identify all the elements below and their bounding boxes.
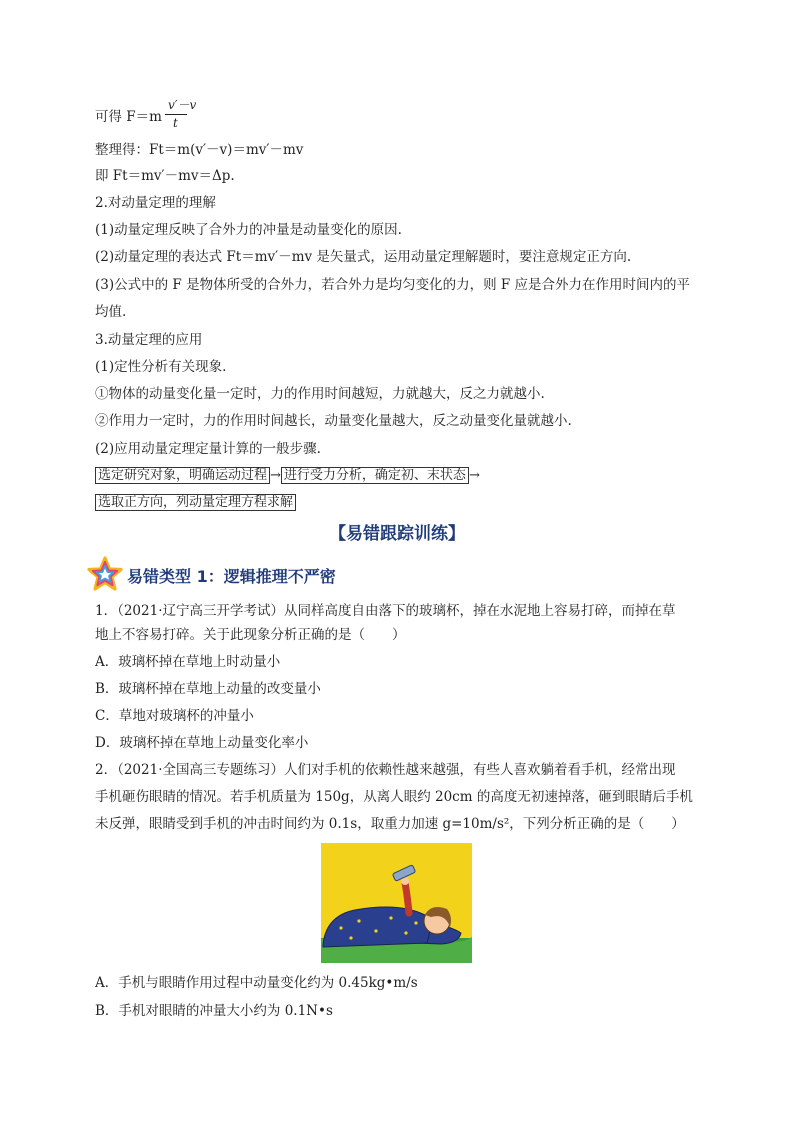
q1-stem-line-1: 1．（2021·辽宁高三开学考试）从同样高度自由落下的玻璃杯，掉在水泥地上容易打碎，而掉在草 (95, 603, 676, 619)
error-type-label: 易错类型 1：逻辑推理不严密 (127, 567, 336, 586)
star-icon (85, 556, 125, 592)
q1-option-a: A．玻璃杯掉在草地上时动量小 (95, 654, 281, 670)
q1-option-c: C．草地对玻璃杯的冲量小 (95, 708, 254, 724)
step-3-box: 选取正方向，列动量定理方程求解 (95, 494, 296, 511)
q2-option-a: A．手机与眼睛作用过程中动量变化约为 0.45kg•m/s (95, 975, 418, 991)
result-line: 即 Ft＝mv′－mv＝Δp. (95, 168, 235, 184)
q2-option-b: B．手机对眼睛的冲量大小约为 0.1N•s (95, 1003, 333, 1019)
fraction-bar (165, 114, 187, 115)
q2-stem-line-3: 未反弹，眼睛受到手机的冲击时间约为 0.1s，取重力加速 g=10m/s²，下列分析正确的是（ ） (95, 816, 685, 832)
fraction-numerator: v′－v (168, 98, 197, 112)
steps-row-2 (95, 494, 296, 511)
step-arrow: → (270, 468, 281, 483)
step-1-box: 选定研究对象，明确运动过程 (95, 467, 270, 484)
section-title: 【易错跟踪训练】 (329, 524, 465, 544)
application-heading: 3.动量定理的应用 (95, 332, 203, 348)
q2-stem-line-2: 手机砸伤眼睛的情况。若手机质量为 150g，从离人眼约 20cm 的高度无初速掉落，砸到眼睛后手机 (95, 789, 693, 805)
qualitative-heading: (1)定性分析有关现象. (95, 359, 227, 375)
phone-in-bed-illustration (321, 843, 472, 963)
fraction-lead: 可得 F＝m (95, 109, 162, 125)
understanding-item-1: (1)动量定理反映了合外力的冲量是动量变化的原因. (95, 222, 402, 238)
understanding-item-3a: (3)公式中的 F 是物体所受的合外力，若合外力是均匀变化的力，则 F 应是合外力在作用时间内的平 (95, 277, 691, 293)
q1-stem-line-2: 地上不容易打碎。关于此现象分析正确的是（ ） (95, 627, 406, 643)
qualitative-point-2: ②作用力一定时，力的作用时间越长，动量变化量越大，反之动量变化量就越小. (95, 413, 572, 429)
rearrange-line: 整理得：Ft＝m(v′－v)＝mv′－mv (95, 142, 304, 158)
step-arrow: → (468, 468, 480, 483)
qualitative-point-1: ①物体的动量变化量一定时，力的作用时间越短，力就越大，反之力就越小. (95, 386, 545, 402)
q1-option-d: D．玻璃杯掉在草地上动量变化率小 (95, 735, 309, 751)
understanding-item-2: (2)动量定理的表达式 Ft＝mv′－mv 是矢量式，运用动量定理解题时，要注意规定正方向. (95, 249, 632, 265)
q2-stem-line-1: 2．（2021·全国高三专题练习）人们对手机的依赖性越来越强，有些人喜欢躺着看手机，经常出现 (95, 762, 676, 778)
q1-option-b: B．玻璃杯掉在草地上动量的改变量小 (95, 681, 321, 697)
step-2-box: 进行受力分析，确定初、末状态 (281, 467, 469, 484)
fraction-denominator: t (173, 116, 178, 130)
understanding-item-3b: 均值. (95, 304, 127, 320)
steps-row-1 (95, 467, 480, 484)
quantitative-heading: (2)应用动量定理定量计算的一般步骤. (95, 441, 321, 457)
understanding-heading: 2.对动量定理的理解 (95, 195, 216, 211)
